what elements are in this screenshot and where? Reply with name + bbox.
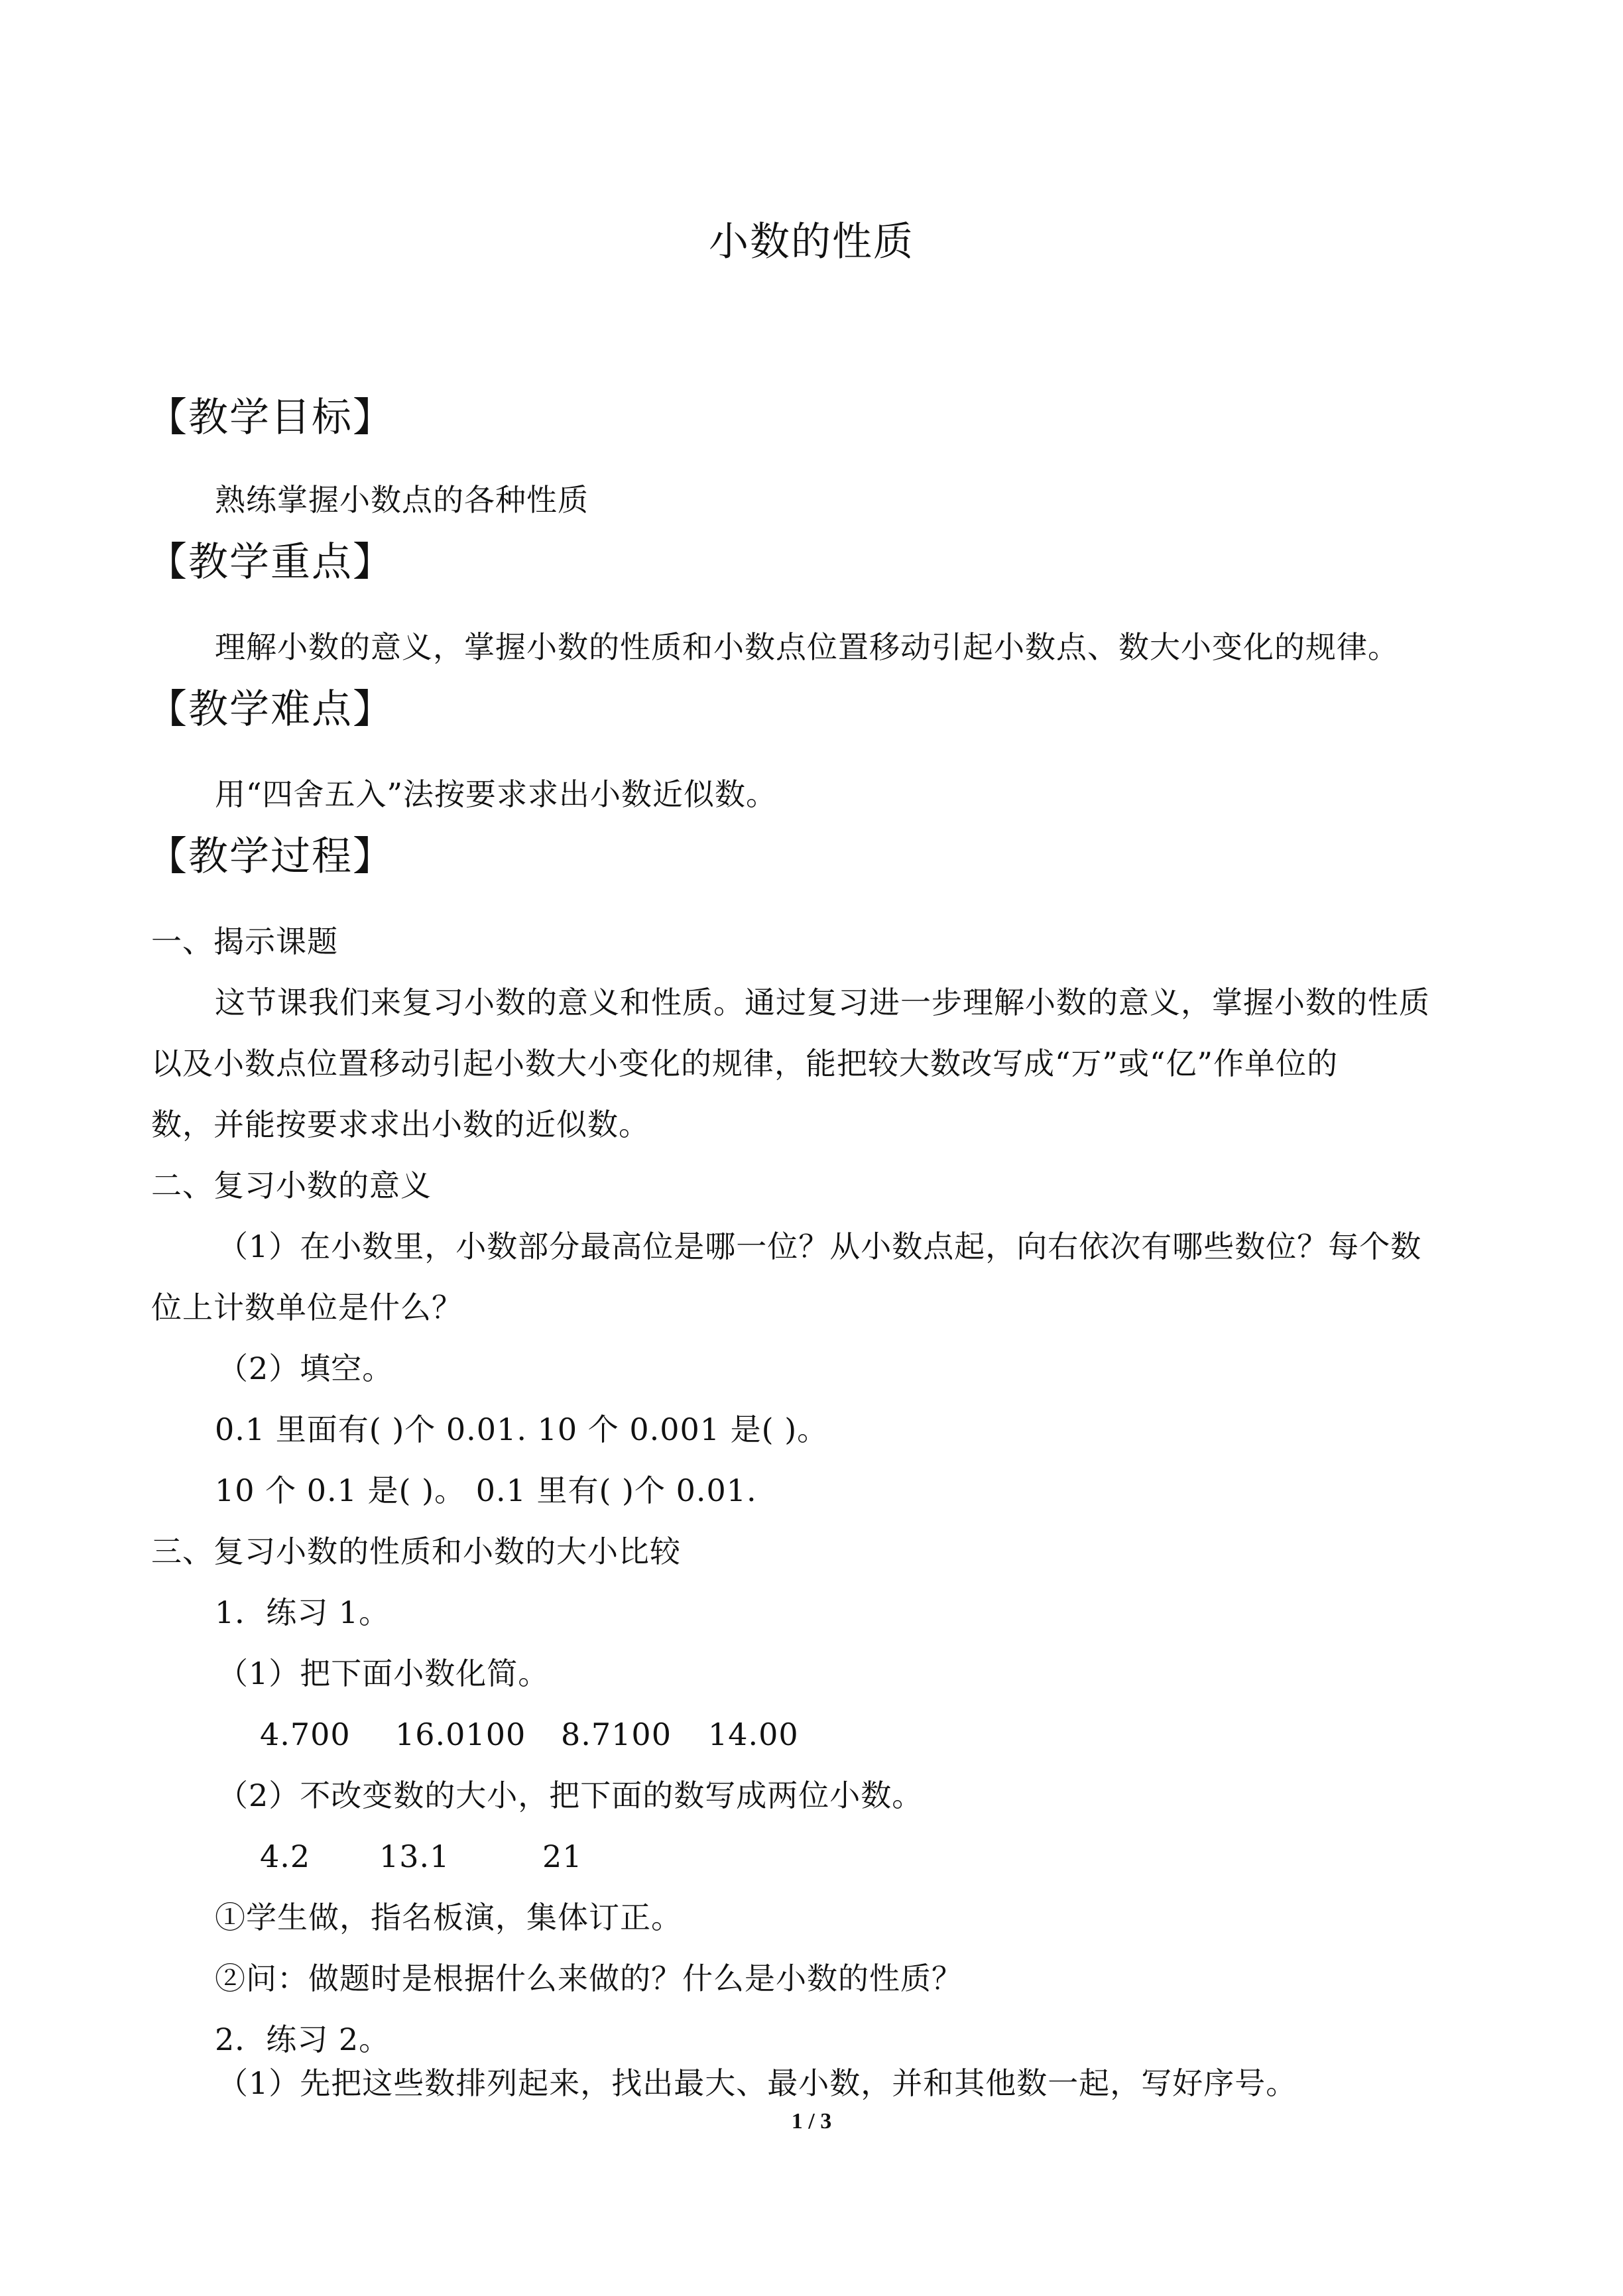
part1-line-3: 数，并能按要求求出小数的近似数。 <box>151 1107 650 1142</box>
difficulties-text: 用“四舍五入”法按要求求出小数近似数。 <box>215 776 778 812</box>
part2-q1-line-1: （1）在小数里，小数部分最高位是哪一位？从小数点起，向右依次有哪些数位？每个数 <box>217 1229 1422 1264</box>
fill-blank-line-1: 0.1 里面有( )个 0.01. 10 个 0.001 是( )。 <box>215 1412 829 1447</box>
exercise1-q2: （2）不改变数的大小，把下面的数写成两位小数。 <box>217 1778 924 1813</box>
convert-number-3: 21 <box>542 1839 583 1874</box>
objectives-text: 熟练掌握小数点的各种性质 <box>215 482 589 518</box>
exercise2-title: 2．练习 2。 <box>215 2022 391 2057</box>
document-title: 小数的性质 <box>709 219 914 265</box>
heading-key-points: 【教学重点】 <box>147 539 394 585</box>
heading-difficulties: 【教学难点】 <box>147 686 394 733</box>
part2-q2: （2）填空。 <box>217 1351 394 1386</box>
simplify-number-3: 8.7100 <box>561 1717 672 1752</box>
part2-title: 二、复习小数的意义 <box>151 1168 432 1203</box>
page-number: 1 / 3 <box>791 2109 832 2134</box>
part3-title: 三、复习小数的性质和小数的大小比较 <box>151 1534 681 1569</box>
exercise1-q1: （1）把下面小数化简。 <box>217 1656 550 1691</box>
simplify-number-1: 4.700 <box>260 1717 351 1752</box>
heading-process: 【教学过程】 <box>147 833 394 880</box>
step-1: ①学生做，指名板演，集体订正。 <box>215 1900 682 1935</box>
step-2: ②问：做题时是根据什么来做的？什么是小数的性质？ <box>215 1961 963 1996</box>
convert-number-1: 4.2 <box>260 1839 311 1874</box>
part1-line-2: 以及小数点位置移动引起小数大小变化的规律，能把较大数改写成“万”或“亿”作单位的 <box>151 1046 1339 1081</box>
simplify-number-2: 16.0100 <box>395 1717 526 1752</box>
part2-q1-line-2: 位上计数单位是什么？ <box>151 1290 463 1325</box>
convert-number-2: 13.1 <box>379 1839 450 1874</box>
key-points-text: 理解小数的意义，掌握小数的性质和小数点位置移动引起小数点、数大小变化的规律。 <box>215 629 1399 665</box>
heading-objectives: 【教学目标】 <box>147 394 394 441</box>
simplify-number-4: 14.00 <box>708 1717 799 1752</box>
exercise2-q1: （1）先把这些数排列起来，找出最大、最小数，并和其他数一起，写好序号。 <box>217 2065 1297 2101</box>
part1-line-1: 这节课我们来复习小数的意义和性质。通过复习进一步理解小数的意义，掌握小数的性质 <box>215 985 1430 1020</box>
fill-blank-line-2: 10 个 0.1 是( )。 0.1 里有( )个 0.01. <box>215 1473 757 1508</box>
part1-title: 一、揭示课题 <box>151 924 338 959</box>
exercise1-title: 1．练习 1。 <box>215 1595 391 1630</box>
